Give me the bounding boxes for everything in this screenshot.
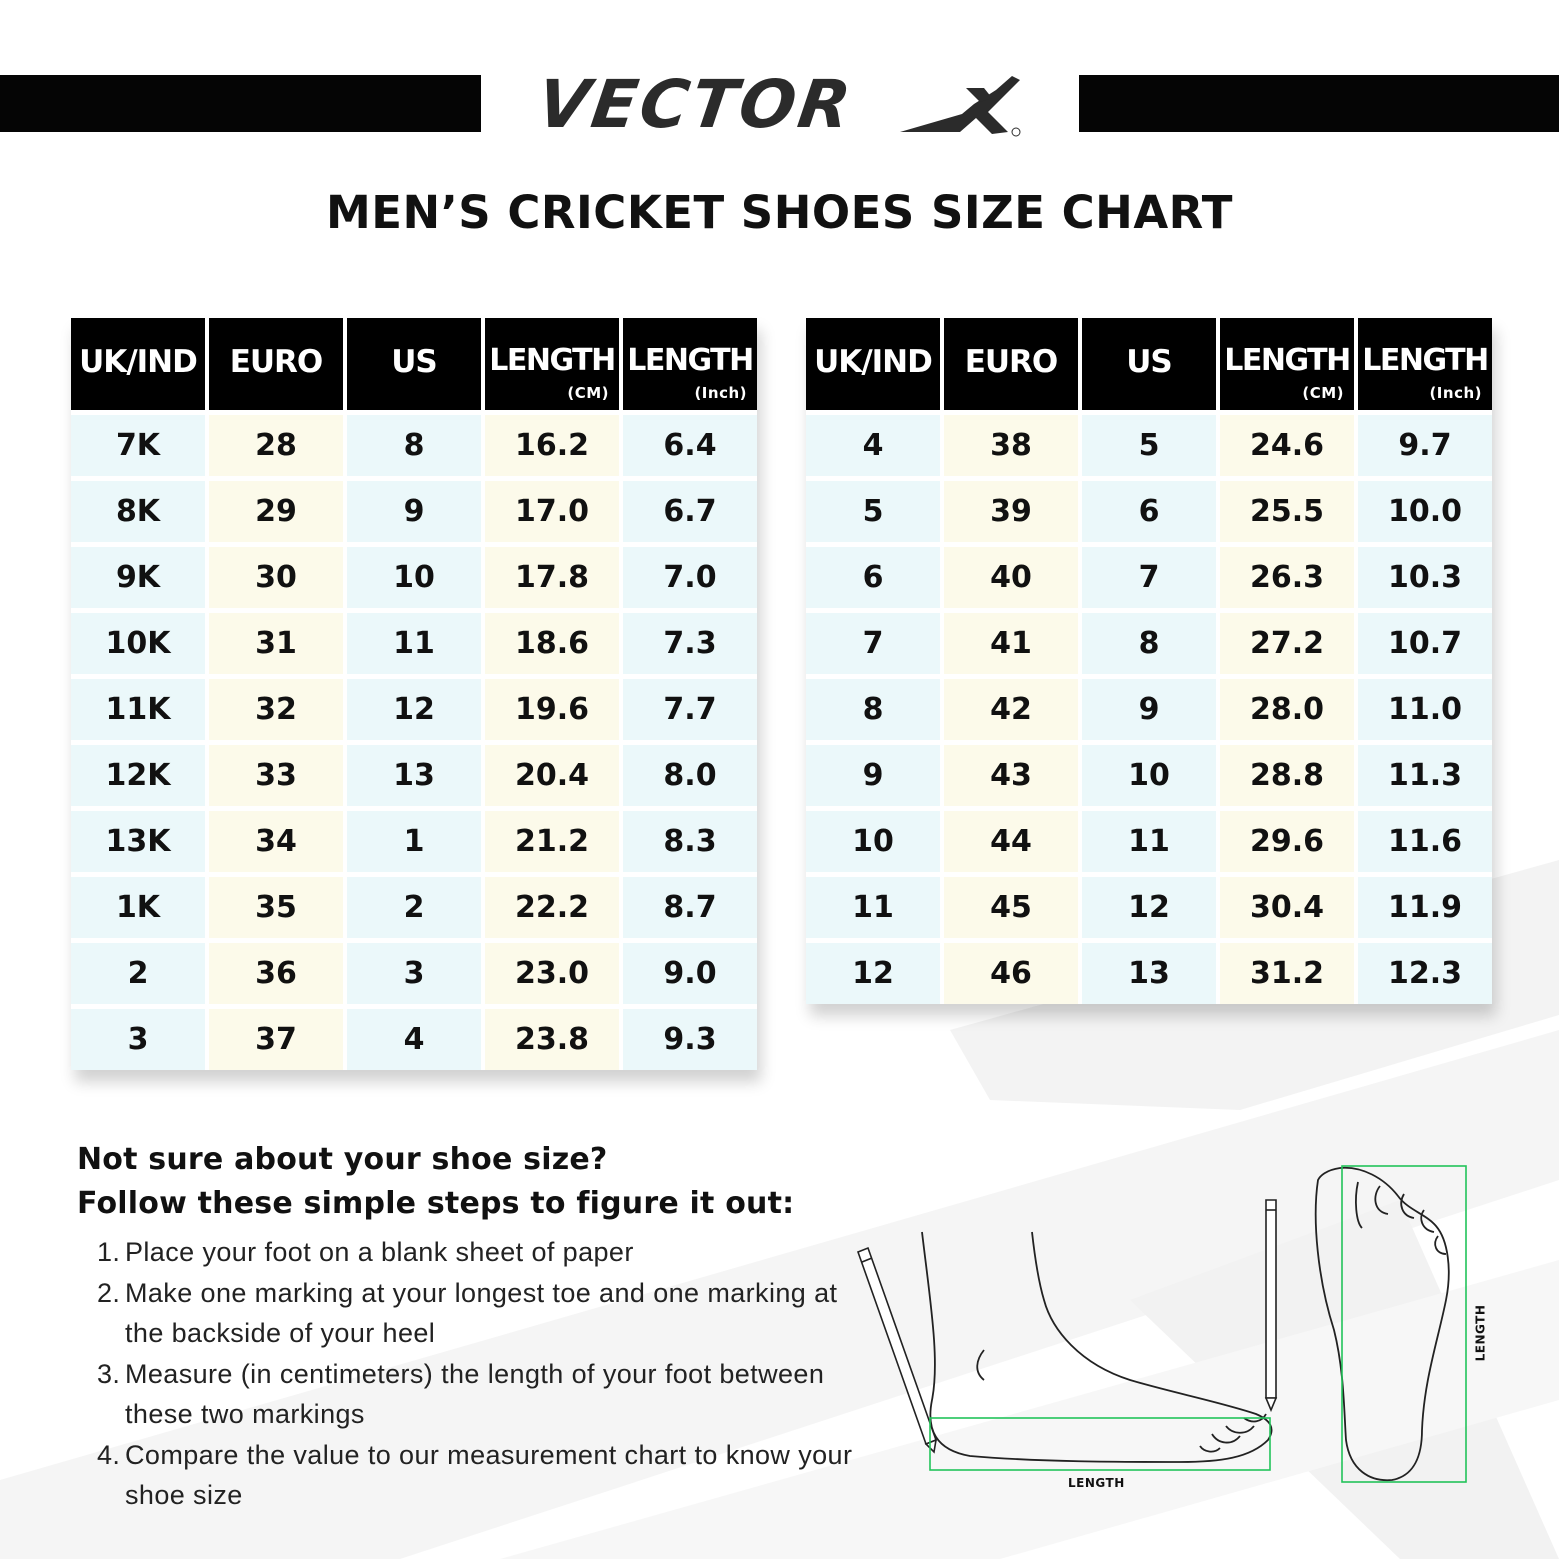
column-header-label: LENGTH <box>627 342 753 378</box>
table-cell: 13K <box>71 811 205 872</box>
table-cell: 30.4 <box>1220 877 1354 938</box>
table-cell: 8.3 <box>623 811 757 872</box>
column-header <box>1358 318 1492 410</box>
table-cell: 10 <box>1082 745 1216 806</box>
table-cell: 30 <box>209 547 343 608</box>
table-cell: 11.0 <box>1358 679 1492 740</box>
table-cell: 12 <box>1082 877 1216 938</box>
table-cell: 12 <box>347 679 481 740</box>
column-header-label: US <box>391 344 437 380</box>
step-item: 3. Measure (in centimeters) the length of your foot between these two markings <box>97 1358 825 1429</box>
step-text: Make one marking at your longest toe and one marking at the backside of your heel <box>125 1277 838 1348</box>
step-text: Compare the value to our measurement chart to know your shoe size <box>125 1439 853 1510</box>
table-cell: 28 <box>209 415 343 476</box>
help-heading-question: Not sure about your shoe size? <box>77 1142 608 1177</box>
column-header-label: LENGTH <box>489 342 615 378</box>
table-cell: 1 <box>347 811 481 872</box>
table-cell: 2 <box>347 877 481 938</box>
table-cell: 36 <box>209 943 343 1004</box>
column-header-label: LENGTH <box>1224 342 1350 378</box>
table-cell: 3 <box>71 1009 205 1070</box>
table-cell: 8 <box>1082 613 1216 674</box>
table-cell: 12.3 <box>1358 943 1492 1004</box>
table-cell: 17.0 <box>485 481 619 542</box>
column-header <box>1082 318 1216 410</box>
table-cell: 40 <box>944 547 1078 608</box>
table-cell: 45 <box>944 877 1078 938</box>
header-bar-left <box>0 75 481 132</box>
table-cell: 13 <box>347 745 481 806</box>
table-cell: 7 <box>1082 547 1216 608</box>
table-cell: 39 <box>944 481 1078 542</box>
table-cell: 44 <box>944 811 1078 872</box>
table-cell: 32 <box>209 679 343 740</box>
brand-logo-x-mark <box>900 74 1030 140</box>
table-cell: 27.2 <box>1220 613 1354 674</box>
column-header-label: EURO <box>229 344 323 380</box>
table-cell: 6 <box>1082 481 1216 542</box>
table-cell: 11 <box>1082 811 1216 872</box>
table-cell: 13 <box>1082 943 1216 1004</box>
table-cell: 8K <box>71 481 205 542</box>
table-cell: 5 <box>806 481 940 542</box>
table-cell: 10 <box>347 547 481 608</box>
table-cell: 5 <box>1082 415 1216 476</box>
column-header-label: EURO <box>964 344 1058 380</box>
table-cell: 10.3 <box>1358 547 1492 608</box>
column-header-label: UK/IND <box>814 344 932 380</box>
brand-logo <box>520 68 1040 144</box>
table-cell: 11 <box>806 877 940 938</box>
table-cell: 35 <box>209 877 343 938</box>
steps-list <box>77 1232 877 1516</box>
column-header-label: US <box>1126 344 1172 380</box>
table-cell: 11.9 <box>1358 877 1492 938</box>
table-cell: 17.8 <box>485 547 619 608</box>
table-cell: 20.4 <box>485 745 619 806</box>
step-item: 2. Make one marking at your longest toe and one marking at the backside of your heel <box>97 1277 838 1348</box>
table-cell: 8.0 <box>623 745 757 806</box>
size-chart-table-right <box>806 318 1492 1004</box>
table-cell: 31.2 <box>1220 943 1354 1004</box>
table-cell: 42 <box>944 679 1078 740</box>
table-cell: 7.7 <box>623 679 757 740</box>
column-header <box>806 318 940 410</box>
table-cell: 46 <box>944 943 1078 1004</box>
table-cell: 9.0 <box>623 943 757 1004</box>
table-cell: 11.3 <box>1358 745 1492 806</box>
table-cell: 22.2 <box>485 877 619 938</box>
table-cell: 41 <box>944 613 1078 674</box>
table-cell: 19.6 <box>485 679 619 740</box>
header-bar-right <box>1079 75 1559 132</box>
table-cell: 31 <box>209 613 343 674</box>
step-text: Measure (in centimeters) the length of your foot between these two markings <box>125 1358 825 1429</box>
table-cell: 12 <box>806 943 940 1004</box>
table-cell: 29.6 <box>1220 811 1354 872</box>
table-cell: 8 <box>806 679 940 740</box>
table-cell: 3 <box>347 943 481 1004</box>
table-cell: 7 <box>806 613 940 674</box>
table-cell: 37 <box>209 1009 343 1070</box>
help-section <box>77 1138 877 1516</box>
table-cell: 1K <box>71 877 205 938</box>
table-cell: 10K <box>71 613 205 674</box>
table-cell: 9 <box>1082 679 1216 740</box>
table-cell: 26.3 <box>1220 547 1354 608</box>
table-cell: 10 <box>806 811 940 872</box>
table-cell: 9.7 <box>1358 415 1492 476</box>
table-cell: 7.0 <box>623 547 757 608</box>
step-text: Place your foot on a blank sheet of paper <box>125 1237 634 1267</box>
table-cell: 34 <box>209 811 343 872</box>
table-cell: 38 <box>944 415 1078 476</box>
step-item: 1. Place your foot on a blank sheet of paper <box>97 1237 634 1267</box>
column-header <box>944 318 1078 410</box>
table-cell: 6 <box>806 547 940 608</box>
table-cell: 2 <box>71 943 205 1004</box>
column-header-unit: (Inch) <box>694 384 747 402</box>
help-heading-instruction: Follow these simple steps to figure it out: <box>77 1186 795 1221</box>
table-cell: 18.6 <box>485 613 619 674</box>
table-cell: 28.8 <box>1220 745 1354 806</box>
table-cell: 4 <box>347 1009 481 1070</box>
column-header-unit: (CM) <box>1302 384 1344 402</box>
table-cell: 4 <box>806 415 940 476</box>
column-header-unit: (Inch) <box>1429 384 1482 402</box>
size-chart-table-left <box>71 318 757 1070</box>
table-cell: 11 <box>347 613 481 674</box>
table-cell: 23.0 <box>485 943 619 1004</box>
step-item: 4. Compare the value to our measurement chart to know your shoe size <box>97 1439 853 1510</box>
table-cell: 9 <box>347 481 481 542</box>
column-header-label: UK/IND <box>79 344 197 380</box>
table-cell: 11.6 <box>1358 811 1492 872</box>
table-cell: 7.3 <box>623 613 757 674</box>
table-cell: 6.4 <box>623 415 757 476</box>
sole-length-label: LENGTH <box>1473 1304 1488 1362</box>
table-cell: 11K <box>71 679 205 740</box>
page-title: MEN’S CRICKET SHOES SIZE CHART <box>326 186 1233 239</box>
table-cell: 10.7 <box>1358 613 1492 674</box>
table-cell: 9.3 <box>623 1009 757 1070</box>
table-cell: 28.0 <box>1220 679 1354 740</box>
table-cell: 43 <box>944 745 1078 806</box>
column-header <box>623 318 757 410</box>
table-cell: 21.2 <box>485 811 619 872</box>
column-header <box>347 318 481 410</box>
table-cell: 24.6 <box>1220 415 1354 476</box>
column-header <box>485 318 619 410</box>
brand-logo-text: VECTOR <box>532 66 859 143</box>
table-cell: 9 <box>806 745 940 806</box>
table-cell: 29 <box>209 481 343 542</box>
table-cell: 10.0 <box>1358 481 1492 542</box>
table-cell: 8.7 <box>623 877 757 938</box>
column-header <box>209 318 343 410</box>
table-cell: 33 <box>209 745 343 806</box>
table-cell: 6.7 <box>623 481 757 542</box>
column-header-label: LENGTH <box>1362 342 1488 378</box>
table-cell: 7K <box>71 415 205 476</box>
column-header <box>1220 318 1354 410</box>
table-cell: 12K <box>71 745 205 806</box>
table-cell: 9K <box>71 547 205 608</box>
column-header-unit: (CM) <box>567 384 609 402</box>
table-cell: 25.5 <box>1220 481 1354 542</box>
table-cell: 16.2 <box>485 415 619 476</box>
table-cell: 23.8 <box>485 1009 619 1070</box>
table-cell: 8 <box>347 415 481 476</box>
column-header <box>71 318 205 410</box>
side-length-label: LENGTH <box>1068 1476 1125 1490</box>
